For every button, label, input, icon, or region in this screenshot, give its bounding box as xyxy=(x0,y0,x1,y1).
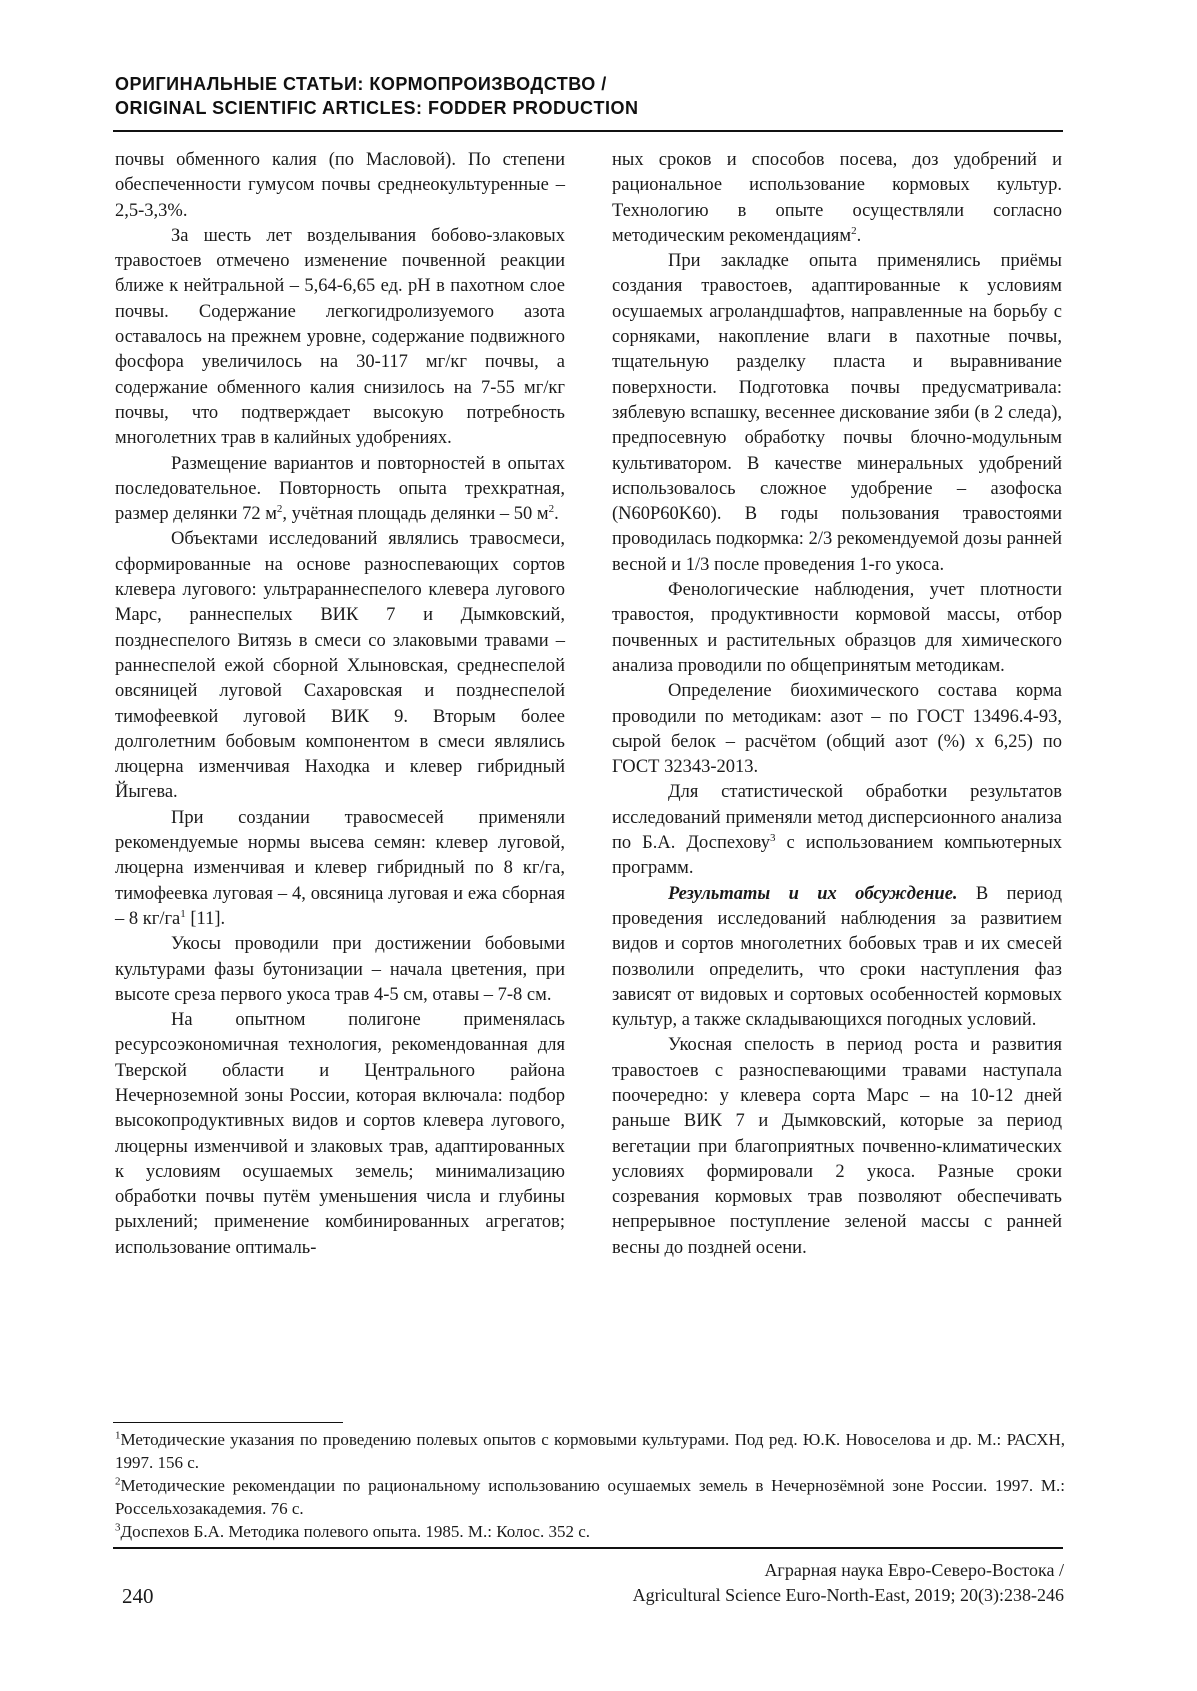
right-paragraph-5: Для статистической обработки результатов исследований применяли метод дисперсионного анализа по Б.А. Доспехову$^3$ с использованием компьютерных программ. xyxy=(612,782,1062,879)
footnote-ref-2[interactable]: 2 xyxy=(851,224,857,237)
footnote-ref-1[interactable]: 1 xyxy=(180,907,186,920)
footnote-3: $^3$Доспехов Б.А. Методика полевого опыта. 1985. М.: Колос. 352 с. xyxy=(115,1521,591,1541)
header-rule xyxy=(113,130,1063,132)
right-paragraph-4: Определение биохимического состава корма проводили по методикам: азот – по ГОСТ 13496.4-93, сырой белок – расчётом (общий азот (%) х 6,25) по ГОСТ 32343-2013. xyxy=(612,681,1062,778)
footnotes xyxy=(115,1428,1065,1543)
journal-title-en: Agricultural Science Euro-North-East, 2019; 20(3):238-246 xyxy=(632,1585,1064,1605)
footnote-1: $^1$Методические указания по проведению полевых опытов с кормовыми культурами. Под ред. Ю.К. Новоселова и др. М.: РАСХН, 1997. 156 с. xyxy=(115,1429,1065,1472)
left-paragraph-5: При создании травосмесей применяли рекомендуемые нормы высева семян: клевер луговой, люцерна изменчивая и клевер гибридный по 8 кг/га, тимофеевка луговая – 4, овсяница луговая и ежа сборная – 8 $кг/га^1$ [11]. xyxy=(115,807,565,929)
left-paragraph-7: На опытном полигоне применялась ресурсоэкономичная технология, рекомендованная для Тверской области и Центрального района Нечерноземной зоны России, которая включала: подбор высокопродуктивных видов и сортов клевера лугового, люцерны изменчивой и злаковых трав, адаптированных к условиям осушаемых земель; минимализацию обработки почвы путём уменьшения числа и глубины рыхлений; применение комбинированных агрегатов; использование оптималь- xyxy=(115,1010,565,1258)
journal-title-ru: Аграрная наука Евро-Северо-Востока / xyxy=(764,1560,1064,1580)
footnote-2: $^2$Методические рекомендации по рациональному использованию осушаемых земель в Нечернозёмной зоне России. 1997. М.: Россельхозакадемия. 76 с. xyxy=(115,1475,1065,1518)
right-paragraph-1: ных сроков и способов посева, доз удобрений и рациональное использование кормовых культур. Технологию в опыте осуществляли согласно методическим рекомендациям$^2$. xyxy=(612,150,1062,246)
left-column xyxy=(115,148,565,1261)
left-paragraph-4: Объектами исследований являлись травосмеси, сформированные на основе разноспевающих сортов клевера лугового: ультрараннеспелого клевера лугового Марс, раннеспелых ВИК 7 и Дымковский, позднеспелого Витязь в смеси со злаковыми травами – раннеспелой ежой сборной Хлыновская, среднеспелой овсяницей луговой Сахаровская и позднеспелой тимофеевкой луговой ВИК 9. Вторым более долголетним бобовым компонентом в смеси являлись люцерна изменчивая Находка и клевер гибридный Йыгева. xyxy=(115,529,565,803)
right-paragraph-2: При закладке опыта применялись приёмы создания травостоев, адаптированные к условиям осушаемых агроландшафтов, направленные на борьбу с сорняками, накопление влаги в пахотные почвы, тщательную разделку пласта и выравнивание поверхности. Подготовка почвы предусматривала: зяблевую вспашку, весеннее дискование зяби (в 2 следа), предпосевную обработку почвы блочно-модульным культиватором. В качестве минеральных удобрений использовалось сложное удобрение – азофоска (N60P60K60). В годы пользования травостоями проводилась подкормка: 2/3 рекомендуемой дозы ранней весной и 1/3 после проведения 1-го укоса. xyxy=(612,251,1062,575)
left-paragraph-6: Укосы проводили при достижении бобовыми культурами фазы бутонизации – начала цветения, при высоте среза первого укоса трав 4-5 см, отавы – 7-8 см. xyxy=(115,934,565,1005)
page-number: 240 xyxy=(122,1584,154,1608)
left-paragraph-1: почвы обменного калия (по Масловой). По степени обеспеченности гумусом почвы среднеокультуренные – 2,5-3,3%. xyxy=(115,150,565,221)
right-paragraph-7: Укосная спелость в период роста и развития травостоев с разноспевающими травами наступала поочередно: у клевера сорта Марс – на 10-12 дней раньше ВИК 7 и Дымковский, которые за период вегетации при благоприятных почвенно-климатических условиях формировали 2 укоса. Разные сроки созревания кормовых трав позволяют обеспечивать непрерывное поступление зеленой массы с ранней весны до поздней осени. xyxy=(612,1035,1062,1258)
right-paragraph-3: Фенологические наблюдения, учет плотности травостоя, продуктивности кормовой массы, отбор почвенных и растительных образцов для химического анализа проводили по общепринятым методикам. xyxy=(612,580,1062,676)
header-russian: ОРИГИНАЛЬНЫЕ СТАТЬИ: КОРМОПРОИЗВОДСТВО / xyxy=(115,74,607,94)
footer-rule xyxy=(113,1547,1063,1549)
left-paragraph-2: За шесть лет возделывания бобово-злаковых травостоев отмечено изменение почвенной реакции ближе к нейтральной – 5,64-6,65 ед. рН в пахотном слое почвы. Содержание легкогидролизуемого азота оставалось на прежнем уровне, содержание подвижного фосфора увеличилось на 30-117 мг/кг почвы, а содержание обменного калия снизилось на 7-55 мг/кг почвы, что подтверждает высокую потребность многолетних трав в калийных удобрениях. xyxy=(115,225,565,449)
right-paragraph-6: Результаты и их обсуждение. В период проведения исследований наблюдения за развитием видов и сортов многолетних бобовых трав и их смесей позволили определить, что сроки наступления фаз зависят от видовых и сортовых особенностей кормовых культур, а также складывающихся погодных условий. xyxy=(612,883,1062,1031)
footnote-ref-3[interactable]: 3 xyxy=(769,831,776,844)
running-header xyxy=(115,72,1065,120)
footnote-rule xyxy=(113,1422,343,1423)
journal-citation xyxy=(464,1558,1064,1608)
left-paragraph-3: Размещение вариантов и повторностей в опытах последовательное. Повторность опыта трехкратная, размер делянки 72 $м^2$, учётная площадь делянки – 50 $м^2$. xyxy=(115,453,565,525)
right-column xyxy=(612,148,1062,1261)
header-english: ORIGINAL SCIENTIFIC ARTICLES: FODDER PRODUCTION xyxy=(115,98,639,118)
section-title-results: Результаты и их обсуждение. xyxy=(668,883,958,904)
